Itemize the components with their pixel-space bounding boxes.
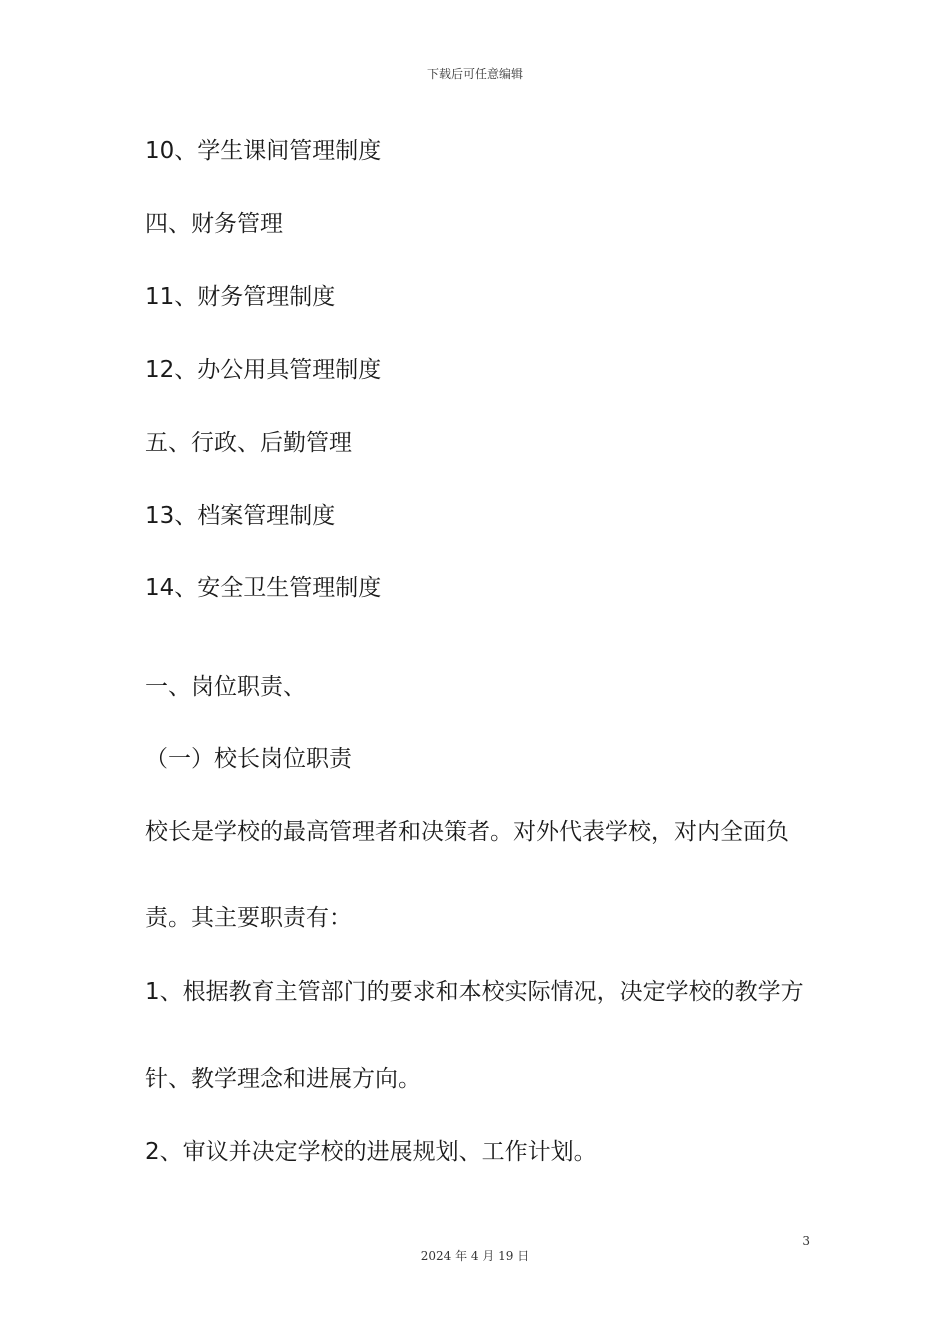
section-heading-admin: 五、行政、后勤管理 — [145, 430, 352, 456]
chapter-heading-duties: 一、岗位职责、 — [145, 674, 306, 700]
paragraph-line: 1、根据教育主管部门的要求和本校实际情况，决定学校的教学方 — [145, 979, 804, 1005]
paragraph-line: 责。其主要职责有： — [145, 905, 352, 931]
paragraph-line: 针、教学理念和进展方向。 — [145, 1066, 421, 1092]
toc-item-14: 14、安全卫生管理制度 — [145, 575, 382, 601]
section-heading-finance: 四、财务管理 — [145, 211, 283, 237]
toc-item-11: 11、财务管理制度 — [145, 284, 336, 310]
toc-item-12: 12、办公用具管理制度 — [145, 357, 382, 383]
paragraph-line: 2、审议并决定学校的进展规划、工作计划。 — [145, 1139, 597, 1165]
toc-item-13: 13、档案管理制度 — [145, 503, 336, 529]
page-header: 下载后可任意编辑 — [426, 67, 523, 81]
paragraph-line: 校长是学校的最高管理者和决策者。对外代表学校，对内全面负 — [145, 819, 789, 845]
page-footer-date: 2024 年 4 月 19 日 — [420, 1249, 530, 1263]
toc-item-10: 10、学生课间管理制度 — [145, 138, 382, 164]
page-number: 3 — [802, 1234, 810, 1248]
subsection-heading-principal: （一）校长岗位职责 — [145, 746, 352, 772]
